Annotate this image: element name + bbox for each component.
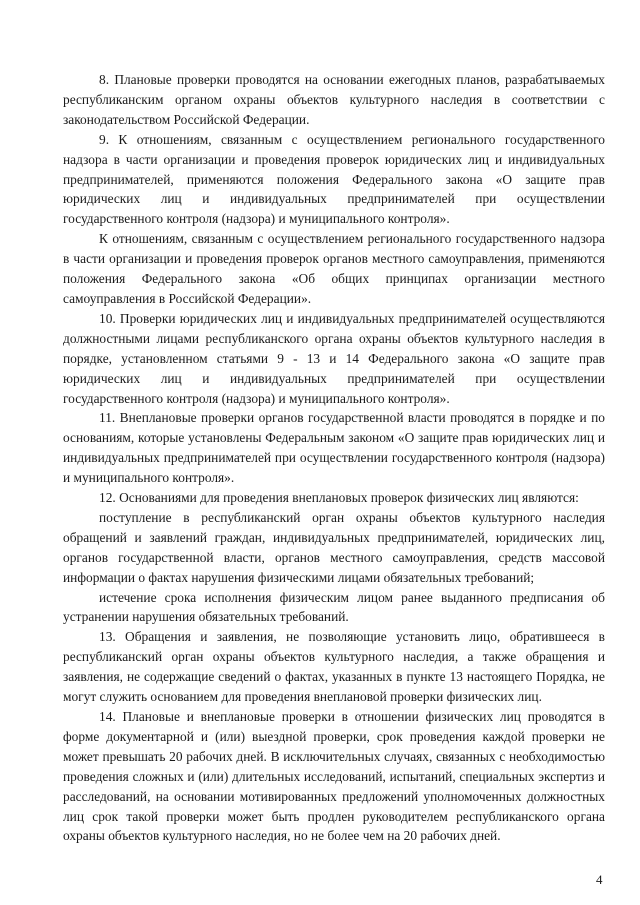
paragraph-12-item-2: истечение срока исполнения физическим лицом ранее выданного предписания об устранении нарушения обязательных требований.	[63, 589, 605, 625]
paragraph-13: 13. Обращения и заявления, не позволяющие установить лицо, обратившееся в республиканский орган охраны объектов культурного наследия, а также обращения и заявления, не содержащие сведений о фактах, указанных в пункте 13 настоящего Порядка, не могут служить основанием для проведения внеплановой проверки физических лиц.	[63, 629, 605, 705]
paragraph-12-item-1: поступление в республиканский орган охраны объектов культурного наследия обращений и заявлений граждан, индивидуальных предпринимателей, юридических лиц, органов государственной власти, органов местного самоуправления, средств массовой информации о фактах нарушения физическими лицами обязательных требований;	[63, 509, 605, 585]
paragraph-12: 12. Основаниями для проведения внеплановых проверок физических лиц являются:	[99, 490, 579, 506]
paragraph-9-continued: К отношениям, связанным с осуществлением регионального государственного надзора в части организации и проведения проверок органов местного самоуправления, применяются положения Федерального закона «Об общих принципах организации местного самоуправления в Российской Федерации».	[63, 231, 605, 306]
document-body	[63, 70, 605, 846]
paragraph-11: 11. Внеплановые проверки органов государственной власти проводятся в порядке и по основаниям, которые установлены Федеральным законом «О защите прав юридических лиц и индивидуальных предпринимателей при осуществлении государственного контроля (надзора) и муниципального контроля».	[63, 410, 605, 486]
paragraph-8: 8. Плановые проверки проводятся на основании ежегодных планов, разрабатываемых республиканским органом охраны объектов культурного наследия в соответствии с законодательством Российской Федерации.	[63, 72, 605, 127]
paragraph-10: 10. Проверки юридических лиц и индивидуальных предпринимателей осуществляются должностными лицами республиканского органа охраны объектов культурного наследия в порядке, установленном статьями 9 - 13 и 14 Федерального закона «О защите прав юридических лиц и индивидуальных предпринимателей при осуществлении государственного контроля (надзора) и муниципального контроля».	[63, 310, 605, 406]
paragraph-14: 14. Плановые и внеплановые проверки в отношении физических лиц проводятся в форме документарной и (или) выездной проверки, срок проведения каждой проверки не может превышать 20 рабочих дней. В исключительных случаях, связанных с необходимостью проведения сложных и (или) длительных исследований, испытаний, специальных экспертиз и расследований, на основании мотивированных предложений уполномоченных должностных лиц срок такой проверки может быть продлен руководителем республиканского органа охраны объектов культурного наследия, но не более чем на 20 рабочих дней.	[63, 709, 605, 844]
paragraph-9: 9. К отношениям, связанным с осуществлением регионального государственного надзора в части организации и проведения проверок юридических лиц и индивидуальных предпринимателей, применяются положения Федерального закона «О защите прав юридических лиц и индивидуальных предпринимателей при осуществлении государственного контроля (надзора) и муниципального контроля».	[63, 131, 605, 227]
page-number: 4	[596, 872, 603, 887]
